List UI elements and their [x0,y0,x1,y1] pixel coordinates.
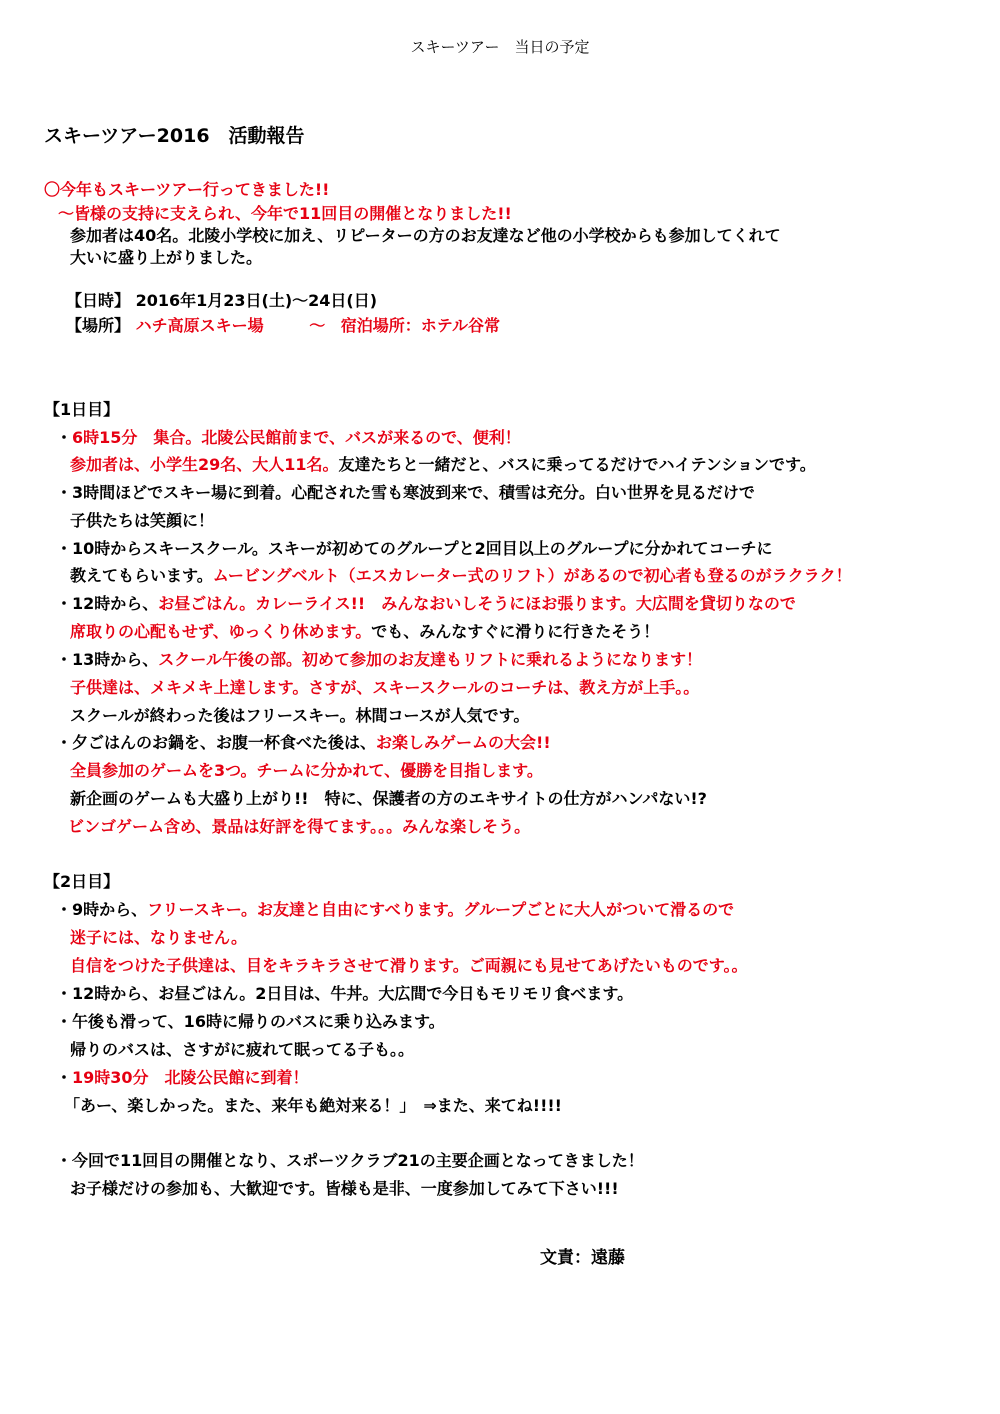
date-value: 2016年1月23日(土)～24日(日) [135,291,378,310]
intro-line-1: 〇今年もスキーツアー行ってきました!! [44,180,330,199]
day1-item-4-time: ・12時から、 [56,594,159,613]
day2-item-1-cont: 迷子には、なりません。 [70,928,247,947]
day1-item-4-text: お昼ごはん。カレーライス!! みんなおいしそうにほお張ります。大広間を貸切りなので [158,594,796,613]
intro-line-2: ～皆様の支持に支えられ、今年で11回目の開催となりました!! [58,204,512,223]
day1-item-6-cont-3: ビンゴゲーム含め、景品は好評を得てます。。。みんな楽しそう。 [68,817,531,836]
day2-item-1-time: ・9時から、 [56,900,148,919]
place-label: 【場所】 [66,316,131,335]
date-row [66,291,377,311]
bullet: ・ [56,428,73,447]
day2-item-3: ・午後も滑って、16時に帰りのバスに乗り込みます。 [56,1012,445,1031]
day1-item-5-cont-2: スクールが終わった後はフリースキー。林間コースが人気です。 [70,706,530,725]
day2-item-1-cont-2: 自信をつけた子供達は、目をキラキラさせて滑ります。ご両親にも見せてあげたいものです。。 [70,956,748,975]
day1-participants-note: 友達たちと一緒だと、バスに乗ってるだけでハイテンションです。 [338,455,816,474]
day2-item-4 [56,1068,309,1088]
place-row [66,316,500,336]
intro-line-3: 参加者は40名。北陵小学校に加え、リピーターの方のお友達など他の小学校からも参加してくれて [70,226,781,245]
day2-heading: 【2日目】 [44,872,120,891]
day2-item-1 [56,900,734,920]
closing-line-2: お子様だけの参加も、大歓迎です。皆様も是非、一度参加してみて下さい!!! [70,1179,619,1198]
day1-item-2: ・3時間ほどでスキー場に到着。心配された雪も寒波到来で、積雪は充分。白い世界を見るだけで [56,483,755,502]
date-label: 【日時】 [66,291,131,310]
day1-item-5-cont: 子供達は、メキメキ上達します。さすが、スキースクールのコーチは、教え方が上手。。 [70,678,700,697]
day2-item-4-text: 19時30分 北陵公民館に到着！ [72,1068,309,1087]
day2-item-4-cont: 「あー、楽しかった。また、来年も絶対来る！」 ⇒また、来てね!!!! [64,1096,562,1115]
signature: 文責：遠藤 [540,1248,625,1268]
day2-item-3-cont: 帰りのバスは、さすがに疲れて眠ってる子も。。 [70,1040,415,1059]
day1-item-6-cont-2: 新企画のゲームも大盛り上がり!! 特に、保護者の方のエキサイトの仕方がハンパない!? [70,789,707,808]
place-value: ハチ高原スキー場 [135,316,264,335]
day1-item-6-text: ・夕ごはんのお鍋を、お腹一杯食べた後は、 [56,733,377,752]
day1-item-4-highlight: 席取りの心配もせず、ゆっくり休めます。 [70,622,372,641]
day1-item-4-note: でも、みんなすぐに滑りに行きたそう！ [371,622,660,641]
day1-item-3-text: 教えてもらいます。 [70,566,213,585]
day1-item-3: ・10時からスキースクール。スキーが初めてのグループと2回目以上のグループに分かれてコーチに [56,539,773,558]
intro-line-4: 大いに盛り上がりました。 [70,248,263,267]
day1-participants: 参加者は、小学生29名、大人11名。 [70,455,339,474]
day1-item-6-highlight: お楽しみゲームの大会!! [376,733,551,752]
day2-item-1-text: フリースキー。お友達と自由にすべります。グループごとに大人がついて滑るので [147,900,735,919]
page-header: スキーツアー 当日の予定 [410,38,590,56]
day2-item-2: ・12時から、お昼ごはん。2日目は、牛丼。大広間で今日もモリモリ食べます。 [56,984,634,1003]
day1-item-6 [56,733,551,753]
day1-item-3-cont [70,566,852,586]
day1-item-1-text: 6時15分 集合。北陵公民館前まで、バスが来るので、便利！ [72,428,521,447]
closing-line-1: ・今回で11回目の開催となり、スポーツクラブ21の主要企画となってきました！ [56,1151,644,1170]
day1-item-5-text: スクール午後の部。初めて参加のお友達もリフトに乗れるようになります！ [158,650,702,669]
day1-item-3-highlight: ムービングベルト（エスカレーター式のリフト）があるので初心者も登るのがラクラク！ [212,566,852,585]
day1-item-5-time: ・13時から、 [56,650,159,669]
day1-item-4 [56,594,796,614]
place-separator: ～ [309,316,326,335]
day1-item-6-cont: 全員参加のゲームを3つ。チームに分かれて、優勝を目指します。 [70,761,543,780]
day1-heading: 【1日目】 [44,400,120,419]
lodging-value: 宿泊場所：ホテル谷常 [340,316,500,335]
page-title: スキーツアー2016 活動報告 [44,125,305,147]
bullet: ・ [56,1068,73,1087]
day1-item-2-cont: 子供たちは笑顔に！ [70,511,215,530]
day1-item-1-cont [70,455,816,475]
day1-item-1 [56,428,521,448]
day1-item-4-cont [70,622,659,642]
day1-item-5 [56,650,702,670]
